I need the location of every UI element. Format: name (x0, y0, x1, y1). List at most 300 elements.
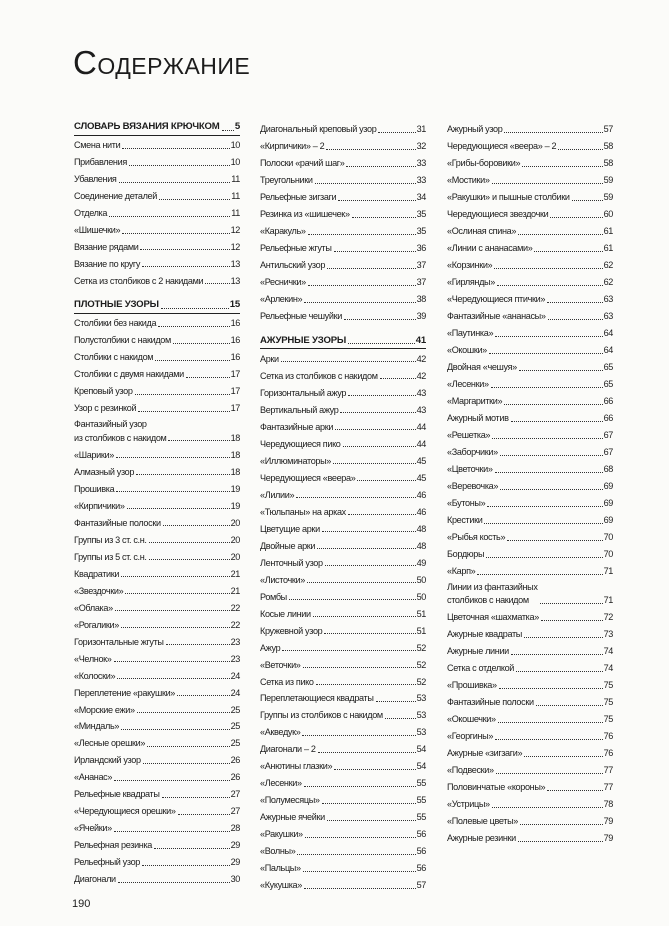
toc-entry-title: Цветущие арки (260, 523, 320, 534)
toc-entry-page: 26 (230, 772, 240, 783)
dot-leader (486, 557, 602, 558)
dot-leader (119, 182, 231, 183)
toc-entry (260, 844, 426, 859)
toc-entry-page: 78 (603, 799, 613, 810)
dot-leader (346, 166, 415, 167)
toc-entry-page: 31 (416, 124, 426, 135)
toc-entry-title: «Цветочки» (447, 464, 493, 475)
toc-entry (260, 793, 426, 808)
toc-entry-page: 15 (229, 299, 240, 311)
toc-entry (260, 173, 426, 188)
toc-entry-title: «Рогалики» (74, 619, 119, 630)
toc-entry (447, 428, 613, 443)
dot-leader (116, 491, 229, 492)
toc-entry (260, 454, 426, 469)
dot-leader (303, 871, 416, 872)
toc-section-heading (74, 298, 240, 314)
toc-entry (447, 224, 613, 239)
dot-leader (155, 360, 229, 361)
toc-entry-title: «Реснички» (260, 277, 306, 288)
dot-leader (147, 746, 229, 747)
toc-entry-title: «Каракуль» (260, 226, 306, 237)
toc-entry (447, 627, 613, 642)
toc-entry (260, 759, 426, 774)
dot-leader (500, 455, 603, 456)
dot-leader (178, 814, 230, 815)
toc-entry-page: 20 (230, 534, 240, 545)
toc-entry-page: 49 (416, 557, 426, 568)
dot-leader (149, 559, 230, 560)
toc-entry-title: Прошивка (74, 483, 115, 494)
toc-entry-page: 19 (230, 483, 240, 494)
toc-entry-page: 17 (230, 386, 240, 397)
toc-entry-title: Столбики с двумя накидами (74, 369, 184, 380)
toc-entry-page: 55 (416, 778, 426, 789)
toc-entry-title: Ажурные резинки (447, 833, 516, 844)
toc-entry (74, 686, 240, 701)
toc-entry-page: 44 (416, 438, 426, 449)
toc-entry-page: 68 (603, 464, 613, 475)
dot-leader (308, 285, 416, 286)
dot-leader (324, 633, 415, 634)
toc-entry-page: 42 (416, 353, 426, 364)
toc-entry (447, 156, 613, 171)
toc-entry-title: «Бутоны» (447, 498, 486, 509)
toc-entry (260, 403, 426, 418)
toc-entry-page: 11 (231, 207, 240, 218)
toc-entry-title: Фантазийные арки (260, 421, 334, 432)
toc-entry-title: Фантазийные «ананасы» (447, 311, 546, 322)
toc-entry (260, 658, 426, 673)
toc-entry-page: 32 (416, 141, 426, 152)
toc-entry-title: Двойная «чешуя» (447, 362, 517, 373)
toc-entry-page: 56 (416, 863, 426, 874)
toc-entry-page: 37 (416, 277, 426, 288)
toc-entry-page: 35 (416, 226, 426, 237)
dot-leader (118, 882, 230, 883)
toc-entry-page: 76 (603, 731, 613, 742)
toc-entry-page: 67 (603, 430, 613, 441)
toc-entry (447, 661, 613, 676)
toc-entry-title: Ажурные линии (447, 646, 509, 657)
toc-entry-page: 62 (603, 260, 613, 271)
toc-entry (260, 810, 426, 825)
toc-entry (74, 652, 240, 667)
toc-entry-title: Смена нити (74, 139, 121, 150)
dot-leader (498, 722, 603, 723)
toc-entry-page: 27 (230, 789, 240, 800)
toc-entry-title: Чередующиеся звездочки (447, 209, 549, 220)
toc-entry-page: 24 (230, 687, 240, 698)
toc-entry (74, 274, 240, 289)
toc-entry (74, 872, 240, 887)
toc-entry (447, 377, 613, 392)
toc-entry (447, 513, 613, 528)
toc-entry-page: 38 (416, 294, 426, 305)
dot-leader (304, 786, 416, 787)
toc-entry (74, 584, 240, 599)
toc-entry (447, 275, 613, 290)
toc-entry (447, 695, 613, 710)
toc-entry-page: 72 (603, 612, 613, 623)
toc-entry (74, 516, 240, 531)
dot-leader (222, 130, 234, 131)
toc-entry-title: Узор с резинкой (74, 403, 137, 414)
toc-entry-page: 12 (230, 224, 240, 235)
toc-entry (260, 556, 426, 571)
toc-entry (74, 367, 240, 382)
toc-entry-title: Группы из 5 ст. с.н. (74, 551, 147, 562)
toc-entry (74, 719, 240, 734)
toc-entry-page: 20 (230, 551, 240, 562)
toc-entry (260, 207, 426, 222)
toc-entry (260, 505, 426, 520)
toc-entry-page: 20 (230, 517, 240, 528)
dot-leader (122, 233, 229, 234)
toc-entry (260, 725, 426, 740)
toc-entry (74, 855, 240, 870)
toc-entry (260, 708, 426, 723)
dot-leader (289, 599, 416, 600)
toc-entry-page: 16 (230, 352, 240, 363)
toc-entry (260, 675, 426, 690)
dot-leader (344, 319, 416, 320)
toc-entry-title: Рельефный узор (74, 857, 140, 868)
toc-entry-title: Полустолбики с накидом (74, 335, 171, 346)
toc-entry-title: «Кукушка» (260, 880, 302, 891)
toc-entry (447, 241, 613, 256)
toc-entry-title: Алмазный узор (74, 466, 135, 477)
toc-entry-page: 28 (230, 823, 240, 834)
dot-leader (492, 807, 603, 808)
toc-entry-page: 57 (603, 124, 613, 135)
dot-leader (495, 739, 603, 740)
toc-entry-page: 75 (603, 697, 613, 708)
toc-entry (74, 384, 240, 399)
dot-leader (547, 302, 603, 303)
toc-entry-page: 53 (416, 710, 426, 721)
toc-entry-page: 62 (603, 277, 613, 288)
toc-entry (74, 350, 240, 365)
toc-entry-page: 53 (416, 727, 426, 738)
toc-entry-title: «Корзинки» (447, 260, 493, 271)
toc-entry-page: 22 (230, 602, 240, 613)
toc-entry-page: 56 (416, 829, 426, 840)
toc-entry-page: 21 (230, 568, 240, 579)
toc-entry-page: 5 (234, 121, 240, 132)
toc-entry (447, 445, 613, 460)
dot-leader (166, 644, 230, 645)
toc-entry-title: «Полевые цветы» (447, 816, 518, 827)
toc-entry-page: 61 (603, 243, 613, 254)
toc-entry-title: Ирландский узор (74, 755, 141, 766)
dot-leader (335, 429, 416, 430)
toc-entry-page: 33 (416, 175, 426, 186)
dot-leader (168, 440, 229, 441)
toc-entry-page: 18 (230, 449, 240, 460)
toc-entry-title: Ромбы (260, 591, 287, 602)
toc-entry (260, 122, 426, 137)
toc-entry (74, 804, 240, 819)
toc-entry (447, 479, 613, 494)
toc-entry-page: 19 (230, 500, 240, 511)
dot-leader (142, 266, 230, 267)
toc-entry-title: «Шишечки» (74, 224, 121, 235)
dot-leader (114, 780, 229, 781)
toc-entry-page: 65 (603, 362, 613, 373)
toc-entry (74, 533, 240, 548)
dot-leader (333, 463, 416, 464)
toc-entry (447, 394, 613, 409)
toc-entry (447, 729, 613, 744)
dot-leader (504, 132, 602, 133)
toc-entry-page: 52 (416, 676, 426, 687)
dot-leader (318, 752, 416, 753)
toc-entry (447, 678, 613, 693)
toc-entry-page: 55 (416, 812, 426, 823)
toc-entry-page: 59 (603, 192, 613, 203)
toc-entry-page: 12 (230, 241, 240, 252)
dot-leader (338, 200, 415, 201)
toc-entry (260, 352, 426, 367)
toc-entry-page: 10 (230, 139, 240, 150)
toc-entry-title: Фантазийные полоски (74, 517, 161, 528)
toc-entry-title: «Акведук» (260, 727, 301, 738)
toc-entry-title: Ажурные квадраты (447, 629, 522, 640)
toc-entry-title: Креповый узор (74, 386, 133, 397)
toc-entry (74, 821, 240, 836)
dot-leader (297, 854, 415, 855)
toc-entry (260, 522, 426, 537)
dot-leader (127, 508, 230, 509)
toc-entry-page: 26 (230, 755, 240, 766)
toc-entry-title: Чередующиеся «веера» (260, 472, 356, 483)
toc-entry-page: 16 (230, 335, 240, 346)
toc-entry-title: «Кирпичики» (74, 500, 125, 511)
toc-entry (260, 607, 426, 622)
toc-entry (74, 787, 240, 802)
toc-entry-title: «Анютины глазки» (260, 761, 333, 772)
toc-entry-page: 77 (603, 765, 613, 776)
toc-column-1 (74, 120, 240, 887)
toc-entry-title: Диагонали (74, 874, 116, 885)
dot-leader (348, 395, 415, 396)
toc-entry (447, 780, 613, 795)
toc-entry-page: 59 (603, 175, 613, 186)
dot-leader (534, 251, 602, 252)
toc-entry (74, 448, 240, 463)
toc-entry-page: 66 (603, 396, 613, 407)
toc-entry-title: Вертикальный ажур (260, 404, 339, 415)
toc-entry (74, 770, 240, 785)
toc-entry-page: 43 (416, 387, 426, 398)
toc-entry-title: Диагонали – 2 (260, 744, 316, 755)
toc-column-3 (447, 120, 613, 846)
dot-leader (348, 343, 415, 344)
toc-entry-title: «Устрицы» (447, 799, 490, 810)
toc-entry-title: АЖУРНЫЕ УЗОРЫ (260, 334, 347, 346)
dot-leader (348, 514, 416, 515)
toc-entry (74, 465, 240, 480)
toc-entry-title: «Георгины» (447, 731, 494, 742)
toc-entry (74, 223, 240, 238)
toc-entry-page: 27 (230, 806, 240, 817)
toc-entry-page: 53 (416, 693, 426, 704)
toc-entry-page: 67 (603, 447, 613, 458)
dot-leader (313, 616, 416, 617)
toc-entry-title: Ажур (260, 642, 281, 653)
toc-entry-title: Переплетающиеся квадраты (260, 693, 374, 704)
dot-leader (149, 542, 230, 543)
toc-entry-title: «Окошки» (447, 345, 487, 356)
dot-leader (142, 865, 230, 866)
toc-entry-page: 70 (603, 532, 613, 543)
toc-entry-page: 74 (603, 646, 613, 657)
toc-entry-title: Рельефные зигзаги (260, 192, 337, 203)
dot-leader (186, 377, 230, 378)
toc-entry-page: 74 (603, 663, 613, 674)
toc-entry-title: «Лилии» (260, 489, 295, 500)
toc-entry (74, 499, 240, 514)
toc-entry-title: Косые линии (260, 608, 311, 619)
toc-entry (260, 573, 426, 588)
toc-entry-title: Половинчатые «короны» (447, 782, 546, 793)
toc-entry (260, 386, 426, 401)
toc-entry (447, 139, 613, 154)
toc-entry (447, 173, 613, 188)
toc-entry-page: 10 (230, 156, 240, 167)
toc-entry (260, 742, 426, 757)
dot-leader (495, 336, 602, 337)
dot-leader (116, 457, 230, 458)
dot-leader (484, 523, 602, 524)
toc-entry (260, 292, 426, 307)
toc-entry (260, 878, 426, 893)
toc-entry-page: 50 (416, 574, 426, 585)
dot-leader (307, 582, 416, 583)
toc-entry-page: 17 (230, 369, 240, 380)
dot-leader (326, 149, 415, 150)
dot-leader (296, 497, 415, 498)
toc-entry-title: Арки (260, 353, 279, 364)
toc-entry-title: Ажурные «зигзаги» (447, 748, 523, 759)
toc-entry-page: 66 (603, 413, 613, 424)
toc-entry (447, 343, 613, 358)
toc-entry-page: 60 (603, 209, 613, 220)
toc-entry-title: «Челнок» (74, 653, 112, 664)
toc-entry (74, 418, 240, 445)
toc-entry-title: Сетка из столбиков с накидом (260, 370, 378, 381)
toc-entry-title: Двойные арки (260, 540, 316, 551)
dot-leader (499, 688, 603, 689)
toc-entry (260, 420, 426, 435)
dot-leader (138, 411, 229, 412)
dot-leader (114, 831, 230, 832)
dot-leader (121, 729, 230, 730)
toc-entry-title: Ажурный узор (447, 124, 503, 135)
toc-entry-page: 36 (416, 243, 426, 254)
dot-leader (496, 773, 603, 774)
toc-entry-title: Рельефные квадраты (74, 789, 160, 800)
toc-entry-title: Фантазийный узор из столбиков с накидом (74, 419, 167, 443)
toc-entry-page: 41 (415, 334, 426, 346)
toc-entry-title: Резинка из «шишечек» (260, 209, 350, 220)
toc-entry-page: 63 (603, 294, 613, 305)
toc-entry-page: 23 (230, 653, 240, 664)
dot-leader (352, 217, 416, 218)
dot-leader (516, 671, 603, 672)
toc-entry-page: 46 (416, 506, 426, 517)
toc-entry-title: Линии из фантазийных столбиков с накидом (447, 581, 538, 606)
dot-leader (121, 576, 229, 577)
dot-leader (282, 650, 415, 651)
toc-entry-page: 45 (416, 472, 426, 483)
toc-column-2 (260, 120, 426, 893)
toc-entry-page: 57 (416, 880, 426, 891)
toc-entry (447, 496, 613, 511)
dot-leader (122, 148, 229, 149)
toc-entry-page: 11 (231, 173, 240, 184)
toc-entry (447, 207, 613, 222)
toc-entry-page: 56 (416, 846, 426, 857)
toc-entry-page: 64 (603, 345, 613, 356)
toc-entry-page: 29 (230, 840, 240, 851)
dot-leader (511, 654, 603, 655)
toc-entry-page: 34 (416, 192, 426, 203)
toc-entry-page: 42 (416, 370, 426, 381)
toc-entry (260, 488, 426, 503)
toc-entry (447, 797, 613, 812)
dot-leader (492, 183, 603, 184)
dot-leader (477, 574, 602, 575)
toc-entry-title: «Облака» (74, 602, 113, 613)
toc-entry-title: Прибавления (74, 156, 127, 167)
toc-entry-title: Ажурный мотив (447, 413, 509, 424)
toc-entry (74, 316, 240, 331)
toc-entry-title: «Ананас» (74, 772, 113, 783)
toc-entry-page: 52 (416, 659, 426, 670)
toc-entry (74, 333, 240, 348)
dot-leader (302, 735, 415, 736)
toc-entry-title: «Ячейки» (74, 823, 112, 834)
toc-entry-title: Квадратики (74, 568, 120, 579)
toc-entry-page: 65 (603, 379, 613, 390)
toc-entry-title: Столбики без накида (74, 318, 157, 329)
toc-entry-title: Сетка с отделкой (447, 663, 515, 674)
toc-entry-page: 23 (230, 636, 240, 647)
toc-entry-title: «Веревочка» (447, 481, 499, 492)
toc-entry-title: «Лесные орешки» (74, 738, 146, 749)
toc-entry-page: 37 (416, 260, 426, 271)
dot-leader (385, 718, 416, 719)
toc-entry-title: Рельефные жгуты (260, 243, 332, 254)
toc-entry-title: «Колоски» (74, 670, 116, 681)
toc-entry (447, 258, 613, 273)
toc-entry (74, 550, 240, 565)
toc-entry-title: «Листочки» (260, 574, 305, 585)
dot-leader (536, 705, 603, 706)
dot-leader (137, 712, 230, 713)
dot-leader (125, 593, 229, 594)
dot-leader (357, 480, 415, 481)
toc-entry (260, 776, 426, 791)
toc-entry-page: 13 (230, 275, 240, 286)
dot-leader (334, 769, 415, 770)
toc-entry-page: 21 (230, 585, 240, 596)
toc-entry-title: «Лесенки» (447, 379, 489, 390)
toc-entry (260, 641, 426, 656)
dot-leader (547, 790, 602, 791)
